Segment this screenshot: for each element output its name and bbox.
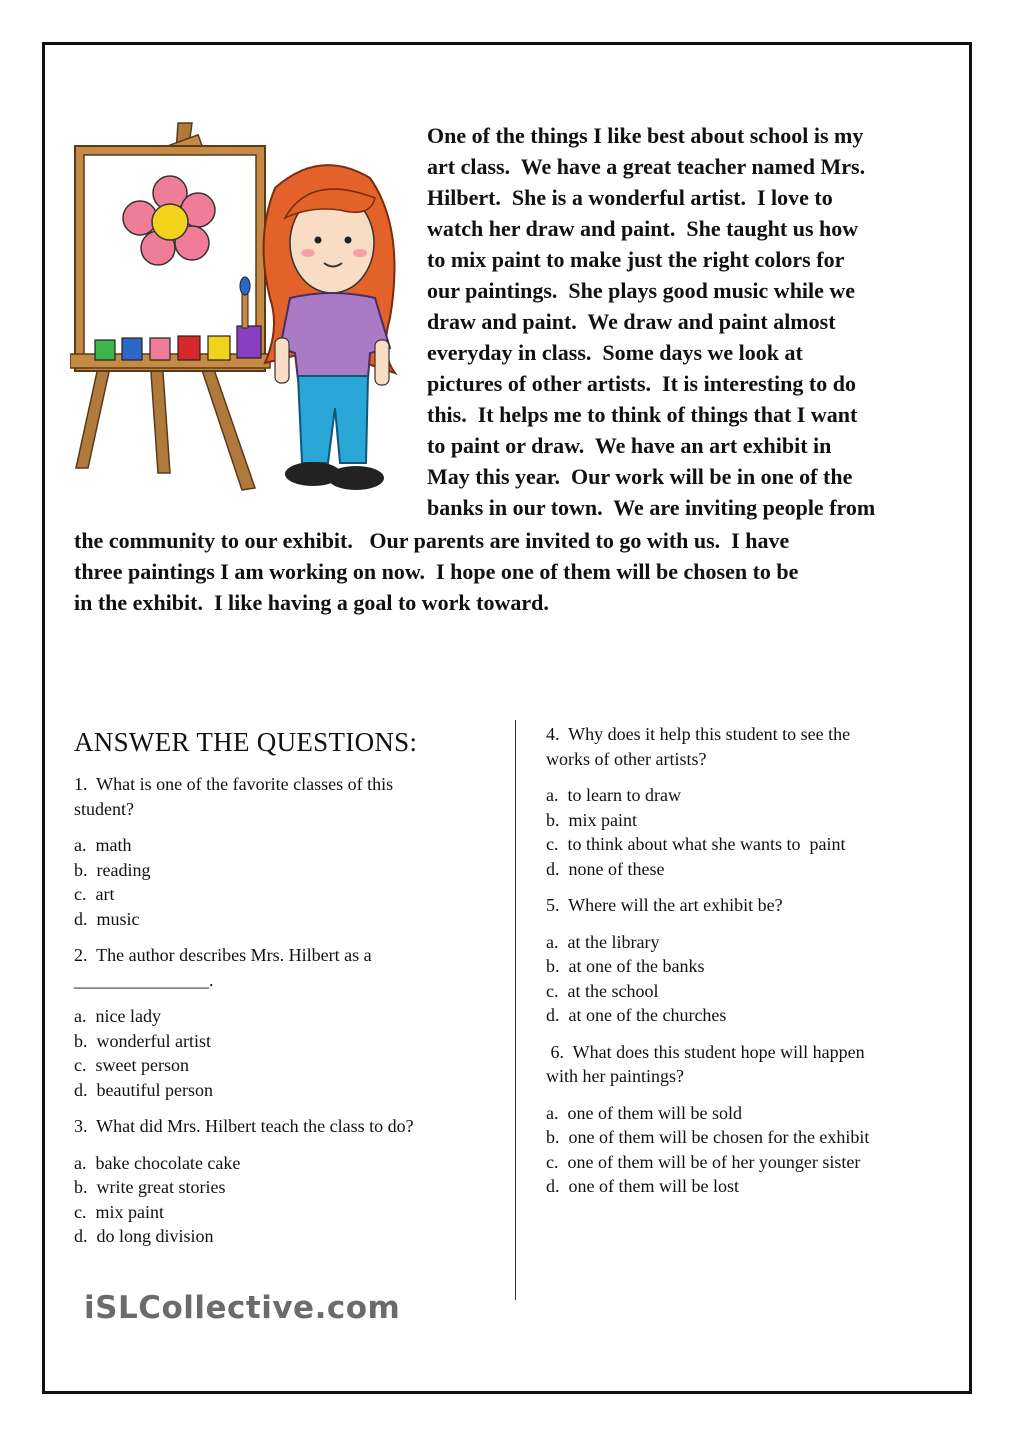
passage-line: banks in our town. We are inviting people from (427, 495, 876, 520)
girl-icon (264, 165, 395, 490)
answer-option: d. none of these (546, 858, 665, 879)
question-text-line: 2. The author describes Mrs. Hilbert as a (74, 945, 372, 965)
reading-passage-bottom (74, 525, 964, 618)
answer-option: a. nice lady (74, 1006, 161, 1026)
answer-option: d. beautiful person (74, 1079, 213, 1100)
question-text (546, 1040, 966, 1089)
passage-line: our paintings. She plays good music while we (427, 278, 856, 303)
watermark-logo: iSLCollective.com (84, 1290, 401, 1326)
question-text-line: 5. Where will the art exhibit be? (546, 895, 783, 915)
question-text-line: 4. Why does it help this student to see the (546, 724, 851, 744)
question-text-line: 6. What does this student hope will happen (546, 1041, 865, 1062)
answer-option: b. at one of the banks (546, 956, 705, 976)
passage-line: in the exhibit. I like having a goal to work toward. (74, 590, 549, 615)
answer-option: b. wonderful artist (74, 1030, 211, 1051)
answer-options (546, 930, 966, 1028)
passage-line: three paintings I am working on now. I hope one of them will be chosen to be (74, 559, 799, 584)
answer-option: a. to learn to draw (546, 785, 681, 805)
passage-line: art class. We have a great teacher named Mrs. (427, 154, 866, 179)
question-text-line: works of other artists? (546, 748, 707, 769)
answer-option: a. bake chocolate cake (74, 1152, 241, 1173)
question-text-line: 3. What did Mrs. Hilbert teach the class to do? (74, 1116, 414, 1136)
question-2 (74, 943, 504, 1102)
question-text (74, 1114, 504, 1139)
question-text (74, 943, 504, 992)
passage-line: everyday in class. Some days we look at (427, 340, 803, 365)
answer-option: a. at the library (546, 931, 660, 952)
question-4 (546, 722, 966, 881)
passage-line: to mix paint to make just the right colors for (427, 247, 845, 272)
column-divider (515, 720, 516, 1300)
answer-option: d. do long division (74, 1226, 214, 1246)
answer-option: a. one of them will be sold (546, 1102, 742, 1123)
passage-line: watch her draw and paint. She taught us how (427, 216, 859, 241)
answer-options (546, 1101, 966, 1199)
passage-line: Hilbert. She is a wonderful artist. I love to (427, 185, 833, 210)
questions-heading: ANSWER THE QUESTIONS: (74, 727, 418, 757)
answer-options (74, 1004, 504, 1102)
answer-option: c. sweet person (74, 1055, 189, 1075)
answer-option: c. one of them will be of her younger sister (546, 1151, 861, 1172)
answer-option: b. mix paint (546, 809, 637, 830)
question-text (546, 893, 966, 918)
question-6 (546, 1040, 966, 1199)
passage-line: this. It helps me to think of things that I want (427, 402, 858, 427)
answer-option: d. music (74, 908, 140, 929)
answer-option: a. math (74, 835, 132, 855)
question-text-line: student? (74, 798, 134, 819)
question-1 (74, 772, 504, 931)
answer-option: c. mix paint (74, 1201, 164, 1222)
answer-options (74, 1151, 504, 1249)
answer-option: d. at one of the churches (546, 1005, 727, 1025)
question-text (546, 722, 966, 771)
answer-option: b. reading (74, 859, 151, 880)
passage-line: One of the things I like best about school is my (427, 123, 864, 148)
passage-line: to paint or draw. We have an art exhibit in (427, 433, 832, 458)
girl-painting-illustration (70, 118, 400, 498)
answer-options (546, 783, 966, 881)
answer-option: b. write great stories (74, 1177, 226, 1197)
answer-option: d. one of them will be lost (546, 1176, 739, 1196)
passage-line: pictures of other artists. It is interesting to do (427, 371, 856, 396)
question-5 (546, 893, 966, 1028)
question-text (74, 772, 504, 821)
question-3 (74, 1114, 504, 1249)
question-text-line: with her paintings? (546, 1066, 684, 1086)
questions-left-column (74, 720, 504, 1261)
question-text-line: 1. What is one of the favorite classes of this (74, 774, 394, 794)
answer-options (74, 833, 504, 931)
questions-right-column (546, 720, 966, 1211)
answer-option: c. art (74, 884, 115, 904)
answer-option: c. to think about what she wants to paint (546, 834, 846, 854)
question-text-line: _______________. (74, 969, 214, 990)
passage-line: draw and paint. We draw and paint almost (427, 309, 836, 334)
passage-line: May this year. Our work will be in one of the (427, 464, 853, 489)
reading-passage-top (427, 120, 967, 523)
answer-option: b. one of them will be chosen for the exhibit (546, 1127, 870, 1147)
passage-line: the community to our exhibit. Our parents are invited to go with us. I have (74, 528, 790, 553)
answer-option: c. at the school (546, 980, 659, 1001)
